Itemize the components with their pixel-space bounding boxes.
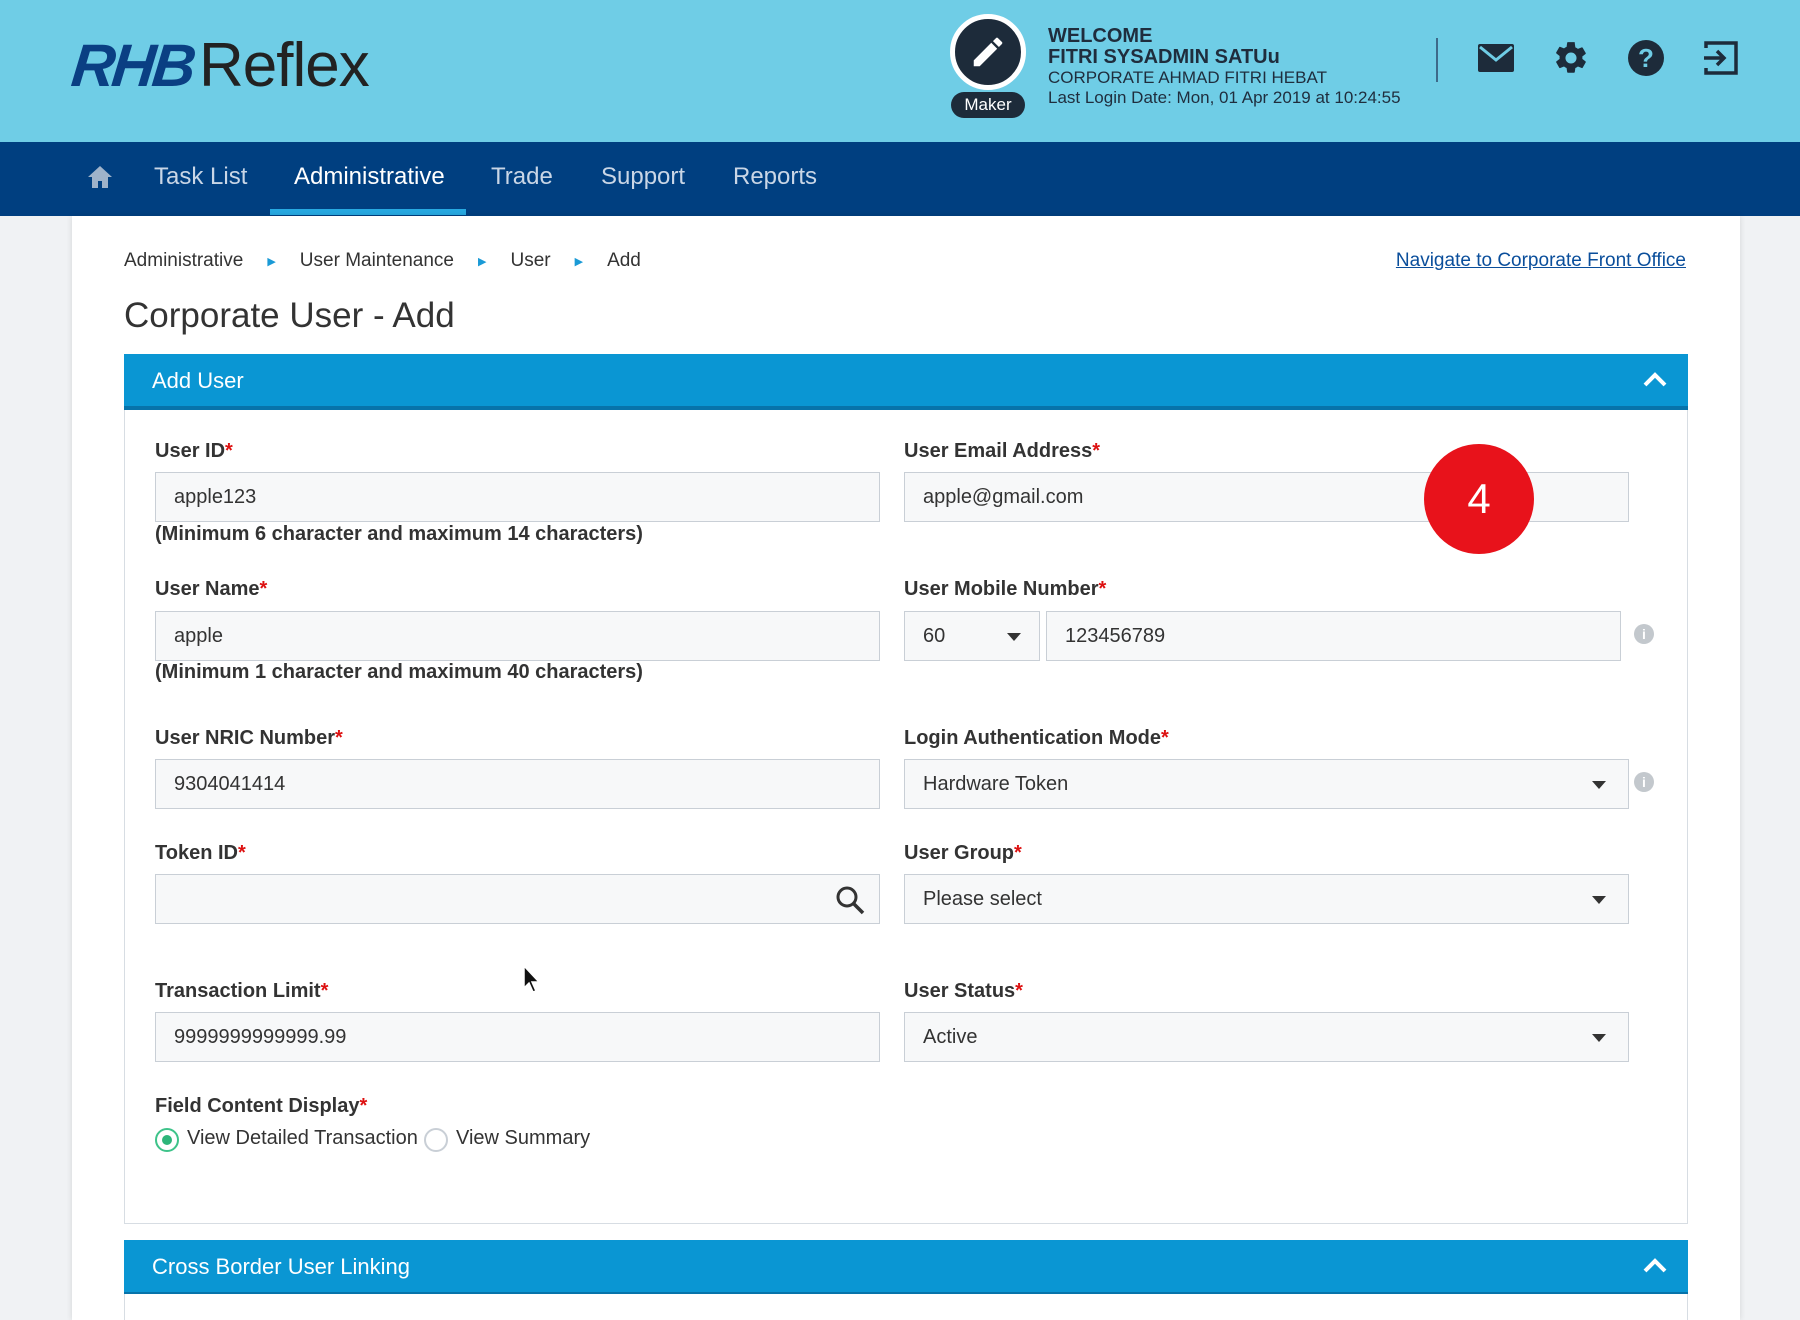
user-id-label [155, 440, 233, 463]
required-mark: * [335, 727, 343, 749]
transaction-limit-label-text: Transaction Limit [155, 980, 321, 1002]
field-display-label-text: Field Content Display [155, 1095, 360, 1117]
breadcrumb-user[interactable]: User [510, 250, 551, 271]
required-mark: * [259, 578, 268, 600]
add-user-panel-title: Add User [152, 368, 244, 393]
transaction-limit-label [155, 980, 328, 1003]
nav-administrative[interactable]: Administrative [294, 163, 445, 190]
info-icon[interactable]: i [1634, 624, 1654, 644]
country-code-value: 60 [923, 625, 946, 647]
nric-input[interactable] [155, 759, 880, 809]
mobile-label [904, 578, 1106, 601]
required-mark: * [225, 440, 233, 462]
caret-down-icon [1007, 633, 1021, 641]
auth-mode-select[interactable] [904, 759, 1629, 809]
breadcrumb-administrative[interactable]: Administrative [124, 250, 244, 271]
nav-support[interactable]: Support [601, 163, 686, 190]
user-status-label-text: User Status [904, 980, 1016, 1002]
mobile-label-text: User Mobile Number [904, 578, 1099, 600]
user-status-value: Active [923, 1026, 978, 1048]
add-user-panel-header[interactable] [124, 354, 1688, 410]
svg-text:?: ? [1638, 43, 1654, 73]
nav-active-indicator [270, 209, 466, 215]
breadcrumb-separator-icon: ▶ [478, 255, 487, 268]
user-display-name: FITRI SYSADMIN SATUu [1048, 46, 1280, 68]
header-divider [1436, 38, 1438, 82]
chevron-up-icon[interactable] [1642, 370, 1668, 393]
nav-reports[interactable]: Reports [733, 163, 818, 190]
caret-down-icon [1592, 1034, 1606, 1042]
email-label [904, 440, 1100, 463]
logout-icon[interactable] [1701, 38, 1741, 78]
token-id-label [155, 842, 246, 865]
required-mark: * [237, 842, 246, 864]
last-login-date: Last Login Date: Mon, 01 Apr 2019 at 10:24:55 [1048, 88, 1401, 107]
user-group-label-text: User Group [904, 842, 1015, 864]
home-nav[interactable] [62, 142, 138, 216]
mail-icon[interactable] [1476, 38, 1516, 78]
user-name-hint: (Minimum 1 character and maximum 40 characters) [155, 661, 643, 683]
nav-trade[interactable]: Trade [491, 163, 553, 190]
mouse-cursor-icon [522, 964, 542, 999]
user-name-label-text: User Name [155, 578, 260, 600]
auth-mode-value: Hardware Token [923, 773, 1069, 795]
cross-border-panel-body [124, 1294, 1688, 1320]
auth-mode-label-text: Login Authentication Mode [904, 727, 1162, 749]
user-id-hint: (Minimum 6 character and maximum 14 characters) [155, 523, 643, 545]
radio-view-detailed[interactable] [155, 1128, 179, 1152]
role-badge: Maker [951, 92, 1025, 118]
caret-down-icon [1592, 781, 1606, 789]
required-mark: * [1092, 440, 1101, 462]
breadcrumb-user-maintenance[interactable]: User Maintenance [299, 250, 454, 271]
step-number-badge: 4 [1424, 444, 1534, 554]
breadcrumb-add: Add [607, 250, 641, 271]
email-label-text: User Email Address [904, 440, 1093, 462]
navigate-front-office-link[interactable]: Navigate to Corporate Front Office [1395, 250, 1686, 271]
user-id-label-text: User ID [155, 440, 226, 462]
required-mark: * [320, 980, 329, 1002]
radio-view-detailed-label[interactable]: View Detailed Transaction [187, 1127, 418, 1149]
user-name-input[interactable] [155, 611, 880, 661]
pencil-icon [969, 33, 1007, 71]
auth-mode-label [904, 727, 1169, 750]
user-name-label [155, 578, 267, 601]
breadcrumb-separator-icon: ▶ [574, 255, 584, 268]
mobile-number-input[interactable] [1046, 611, 1621, 661]
nav-task-list[interactable]: Task List [154, 163, 248, 190]
radio-view-summary[interactable] [424, 1128, 448, 1152]
transaction-limit-input[interactable] [155, 1012, 880, 1062]
home-icon [86, 164, 114, 190]
required-mark: * [1098, 578, 1107, 600]
breadcrumb [124, 250, 641, 272]
logo-reflex-text: Reflex [199, 31, 369, 100]
cross-border-panel-title: Cross Border User Linking [152, 1254, 410, 1279]
rhb-reflex-logo[interactable] [68, 30, 369, 100]
search-icon[interactable] [834, 884, 866, 921]
required-mark: * [359, 1095, 368, 1117]
welcome-block [1048, 26, 1401, 108]
chevron-up-icon[interactable] [1642, 1256, 1668, 1279]
required-mark: * [1161, 727, 1169, 749]
user-group-label [904, 842, 1022, 865]
radio-view-summary-label[interactable]: View Summary [456, 1127, 591, 1149]
user-group-value: Please select [923, 888, 1042, 910]
user-id-input[interactable] [155, 472, 880, 522]
page-title: Corporate User - Add [124, 296, 455, 335]
token-id-label-text: Token ID [155, 842, 238, 864]
field-display-label [155, 1095, 367, 1118]
user-status-select[interactable] [904, 1012, 1629, 1062]
user-avatar-group[interactable] [950, 14, 1026, 118]
user-group-select[interactable] [904, 874, 1629, 924]
country-code-select[interactable] [904, 611, 1040, 661]
avatar[interactable] [950, 14, 1026, 90]
cross-border-panel-header[interactable] [124, 1240, 1688, 1296]
logo-rhb-text: RHB [68, 32, 197, 99]
nric-label-text: User NRIC Number [155, 727, 336, 749]
help-icon[interactable] [1626, 38, 1666, 78]
corporate-name: CORPORATE AHMAD FITRI HEBAT [1048, 68, 1327, 87]
breadcrumb-separator-icon: ▶ [267, 255, 276, 268]
caret-down-icon [1592, 896, 1606, 904]
required-mark: * [1015, 980, 1023, 1002]
token-id-input[interactable] [155, 874, 880, 924]
main-navbar [0, 142, 1800, 216]
nric-label [155, 727, 343, 750]
gear-icon[interactable] [1551, 38, 1591, 78]
top-header [0, 0, 1800, 142]
required-mark: * [1014, 842, 1022, 864]
info-icon[interactable]: i [1634, 772, 1654, 792]
welcome-label: WELCOME [1048, 25, 1153, 47]
user-status-label [904, 980, 1023, 1003]
